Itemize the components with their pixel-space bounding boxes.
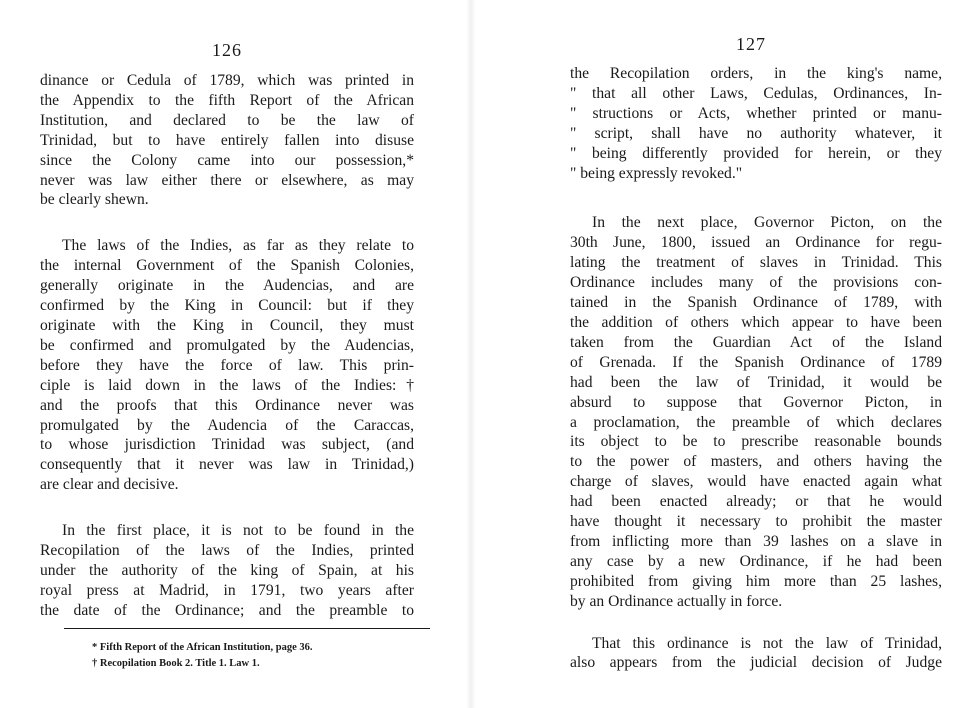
text-line: Recopilation of the laws of the Indies, printed: [40, 542, 414, 560]
text-line: " being differently provided for herein, or they: [570, 144, 942, 162]
text-line: have thought it necessary to prohibit the master: [570, 513, 942, 531]
text-line: " script, shall have no authority whatever, it: [570, 124, 942, 142]
text-line: promulgated by the Audencia of the Caraccas,: [40, 416, 414, 434]
text-line: the internal Government of the Spanish Colonies,: [40, 257, 414, 275]
text-line: of Grenada. If the Spanish Ordinance of 1789: [570, 353, 942, 371]
left-page-body: [40, 71, 414, 621]
footnote-divider: [64, 628, 430, 629]
text-line: its object to be to prescribe reasonable bounds: [570, 433, 942, 451]
text-line: absurd to suppose that Governor Picton, in: [570, 393, 942, 411]
text-line: Institution, and declared to be the law of: [40, 111, 414, 129]
text-line: before they have the force of law. This prin-: [40, 356, 414, 374]
text-line: the addition of others which appear to have been: [570, 313, 942, 331]
text-line: That this ordinance is not the law of Trinidad,: [592, 634, 942, 652]
text-line: the date of the Ordinance; and the preamble to: [40, 601, 414, 619]
text-line: dinance or Cedula of 1789, which was printed in: [40, 72, 414, 89]
text-line: " that all other Laws, Cedulas, Ordinances, In-: [570, 84, 942, 102]
text-line: confirmed by the King in Council: but if they: [40, 297, 414, 315]
text-line: be confirmed and promulgated by the Audencias,: [40, 336, 414, 354]
paragraph: [570, 634, 942, 674]
text-line: The laws of the Indies, as far as they relate to: [62, 237, 414, 255]
page-number: 127: [736, 34, 766, 54]
text-line: taken from the Guardian Act of the Island: [570, 333, 942, 351]
text-line: a proclamation, the preamble of which declares: [570, 413, 942, 431]
left-page: [0, 0, 470, 708]
text-line: consequently that it never was law in Trinidad,): [40, 456, 414, 474]
text-line: to the power of masters, and others having the: [570, 453, 942, 471]
text-line: tained in the Spanish Ordinance of 1789, with: [570, 294, 942, 312]
paragraph: [570, 64, 942, 183]
text-line: " structions or Acts, whether printed or manu-: [570, 104, 942, 122]
text-line: In the first place, it is not to be found in the: [62, 522, 414, 540]
text-line: had been enacted already; or that he would: [570, 493, 942, 511]
text-line: the Appendix to the fifth Report of the African: [40, 91, 414, 109]
text-line: lating the treatment of slaves in Trinidad. This: [570, 254, 942, 272]
text-line: prohibited from giving him more than 25 lashes,: [570, 572, 942, 590]
text-line: the Recopilation orders, in the king's name,: [570, 65, 942, 82]
text-line: generally originate in the Audencias, and are: [40, 277, 414, 295]
text-line: since the Colony came into our possession,*: [40, 151, 414, 169]
text-line: from inflicting more than 39 lashes on a slave in: [570, 532, 942, 550]
text-line: " being expressly revoked.": [570, 164, 743, 182]
footnote: † Recopilation Book 2. Title 1. Law 1.: [92, 658, 260, 669]
text-line: under the authority of the king of Spain, at his: [40, 561, 414, 579]
right-page: [470, 0, 980, 708]
text-line: In the next place, Governor Picton, on the: [592, 214, 942, 232]
text-line: Trinidad, but to have entirely fallen into disuse: [40, 131, 414, 149]
text-line: are clear and decisive.: [40, 476, 179, 494]
footnotes: [92, 640, 422, 672]
text-line: any case by a new Ordinance, if he had been: [570, 552, 942, 570]
paragraph: [40, 236, 414, 495]
paragraph: [40, 71, 414, 210]
paragraph: [40, 521, 414, 621]
text-line: royal press at Madrid, in 1791, two years after: [40, 581, 414, 599]
text-line: be clearly shewn.: [40, 191, 149, 209]
text-line: by an Ordinance actually in force.: [570, 592, 783, 610]
paragraph: [570, 213, 942, 611]
text-line: never was law either there or elsewhere, as may: [40, 171, 414, 189]
text-line: charge of slaves, would have enacted again what: [570, 473, 942, 491]
text-line: 30th June, 1800, issued an Ordinance for regu-: [570, 234, 942, 252]
footnote: * Fifth Report of the African Institution, page 36.: [92, 642, 313, 653]
text-line: Ordinance includes many of the provisions con-: [570, 274, 942, 292]
text-line: and the proofs that this Ordinance never was: [40, 396, 414, 414]
text-line: to whose jurisdiction Trinidad was subject, (and: [40, 436, 414, 454]
text-line: ciple is laid down in the laws of the Indies:†: [40, 376, 414, 394]
right-page-body: [570, 64, 942, 673]
page-number: 126: [212, 40, 242, 60]
text-line: had been the law of Trinidad, it would be: [570, 373, 942, 391]
text-line: also appears from the judicial decision of Judge: [570, 654, 942, 672]
text-line: originate with the King in Council, they must: [40, 316, 414, 334]
